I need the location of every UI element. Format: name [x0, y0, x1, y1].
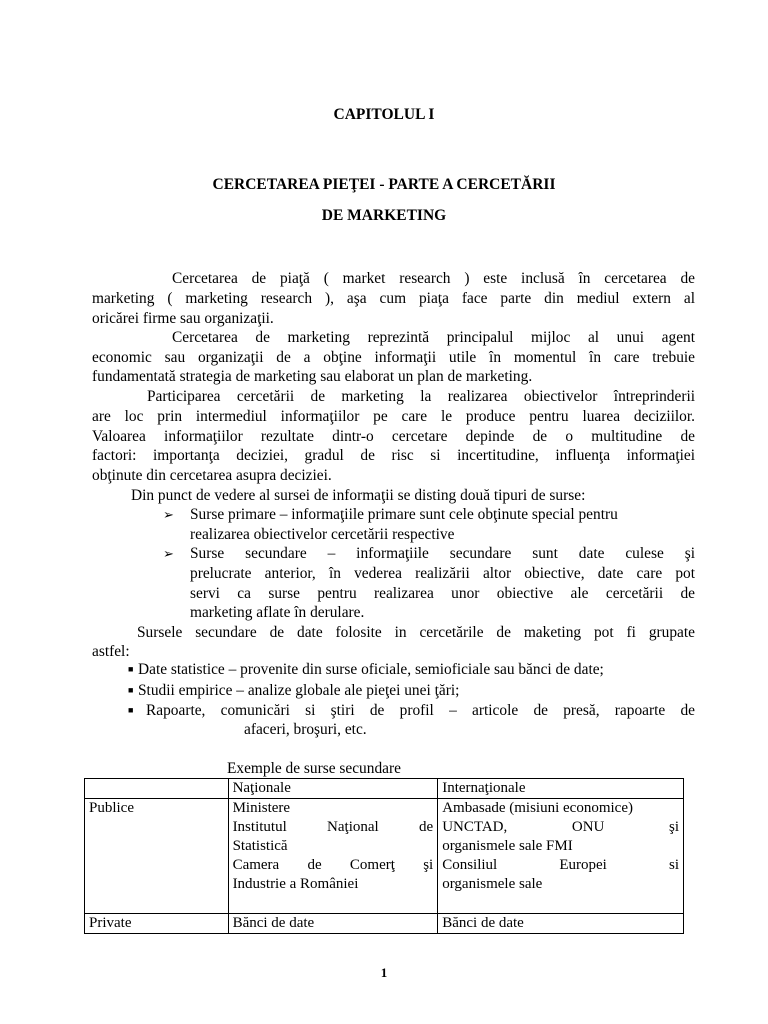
table-header-empty-cell — [85, 779, 229, 799]
square-bullet-3-line-2: afaceri, broşuri, etc. — [244, 721, 367, 738]
square-bullet-icon: ■ — [128, 685, 134, 695]
paragraph-5-line-2: astfel: — [92, 643, 130, 660]
paragraph-1-line-2: marketing ( marketing research ), aşa cum piaţa face parte din mediul extern al — [92, 290, 695, 307]
paragraph-3-line-4: factori: importanţa deciziei, gradul de risc si incertitudine, influenţa informaţiei — [92, 447, 695, 464]
public-international-line: UNCTAD, ONU şi — [442, 819, 679, 835]
title-line-1: CERCETAREA PIEŢEI - PARTE A CERCETĂRII — [212, 176, 556, 193]
bullet-2-line-1: Surse secundare – informaţiile secundare sunt date culese şi — [190, 545, 695, 562]
paragraph-2-line-3: fundamentată strategia de marketing sau elaborat un plan de marketing. — [92, 368, 533, 385]
arrow-bullet-icon: ➢ — [163, 507, 174, 522]
paragraph-4: Din punct de vedere al sursei de informaţii se disting două tipuri de surse: — [131, 487, 586, 504]
bullet-1-line-2: realizarea obiectivelor cercetării respective — [190, 526, 455, 543]
row-label-public: Publice — [85, 799, 229, 914]
public-national-line: Institutul Naţional de — [232, 819, 434, 835]
secondary-sources-table — [84, 778, 684, 934]
paragraph-2-line-1: Cercetarea de marketing reprezintă principalul mijloc al unui agent — [172, 329, 695, 346]
public-national-line: Statistică — [232, 838, 288, 854]
private-international-cell: Bănci de date — [438, 914, 684, 934]
page-number: 1 — [380, 965, 388, 980]
square-bullet-1: Date statistice – provenite din surse oficiale, semioficiale sau bănci de date; — [138, 661, 604, 678]
square-bullet-2: Studii empirice – analize globale ale pieţei unei ţări; — [138, 682, 460, 699]
chapter-heading: CAPITOLUL I — [333, 106, 435, 123]
table-row-private — [85, 914, 684, 934]
square-bullet-3-line-1: Rapoarte, comunicări si ştiri de profil – articole de presă, rapoarte de — [146, 702, 695, 719]
title-line-2: DE MARKETING — [321, 207, 447, 224]
table-header-international: Internaţionale — [438, 779, 684, 799]
bullet-2-line-3: servi ca surse pentru realizarea unor obiective ale cercetării de — [190, 585, 695, 602]
table-header-national: Naţionale — [228, 779, 438, 799]
paragraph-3-line-1: Participarea cercetării de marketing la realizarea obiectivelor întreprinderii — [147, 388, 695, 405]
bullet-1-line-1: Surse primare – informaţiile primare sunt cele obţinute special pentru — [190, 506, 618, 523]
paragraph-3-line-2: are loc prin intermediul informaţiilor pe care le produce pentru luarea deciziilor. — [92, 408, 695, 425]
public-national-line: Ministere — [232, 800, 291, 816]
bullet-2-line-2: prelucrate anterior, în vederea realizării altor obiective, date care pot — [190, 565, 695, 582]
public-international-line: Consiliul Europei si — [442, 857, 679, 873]
paragraph-1-line-1: Cercetarea de piaţă ( market research ) este inclusă în cercetarea de — [172, 270, 695, 287]
table-caption: Exemple de surse secundare — [227, 760, 401, 777]
public-international-line: organismele sale — [442, 876, 543, 892]
table-row-public — [85, 799, 684, 914]
paragraph-2-line-2: economic sau organizaţii de a obţine informaţii utile în momentul în care trebuie — [92, 349, 695, 366]
paragraph-3-line-5: obţinute din cercetarea asupra deciziei. — [92, 467, 332, 484]
public-national-cell — [228, 799, 438, 914]
private-national-cell: Bănci de date — [228, 914, 438, 934]
bullet-2-line-4: marketing aflate în derulare. — [190, 604, 365, 621]
public-international-line: organismele sale FMI — [442, 838, 573, 854]
public-international-cell — [438, 799, 684, 914]
paragraph-3-line-3: Valoarea informaţiilor rezultate dintr-o cercetare depinde de o multitudine de — [92, 428, 695, 445]
public-international-line: Ambasade (misiuni economice) — [442, 800, 633, 816]
square-bullet-icon: ■ — [128, 705, 134, 715]
paragraph-1-line-3: oricărei firme sau organizaţii. — [92, 310, 274, 327]
row-label-private: Private — [85, 914, 229, 934]
paragraph-5-line-1: Sursele secundare de date folosite in cercetările de maketing pot fi grupate — [137, 624, 695, 641]
table-header-row — [85, 779, 684, 799]
arrow-bullet-icon: ➢ — [163, 546, 174, 561]
public-national-line: Industrie a României — [232, 876, 359, 892]
square-bullet-icon: ■ — [128, 664, 134, 674]
public-national-line: Camera de Comerţ şi — [232, 857, 434, 873]
